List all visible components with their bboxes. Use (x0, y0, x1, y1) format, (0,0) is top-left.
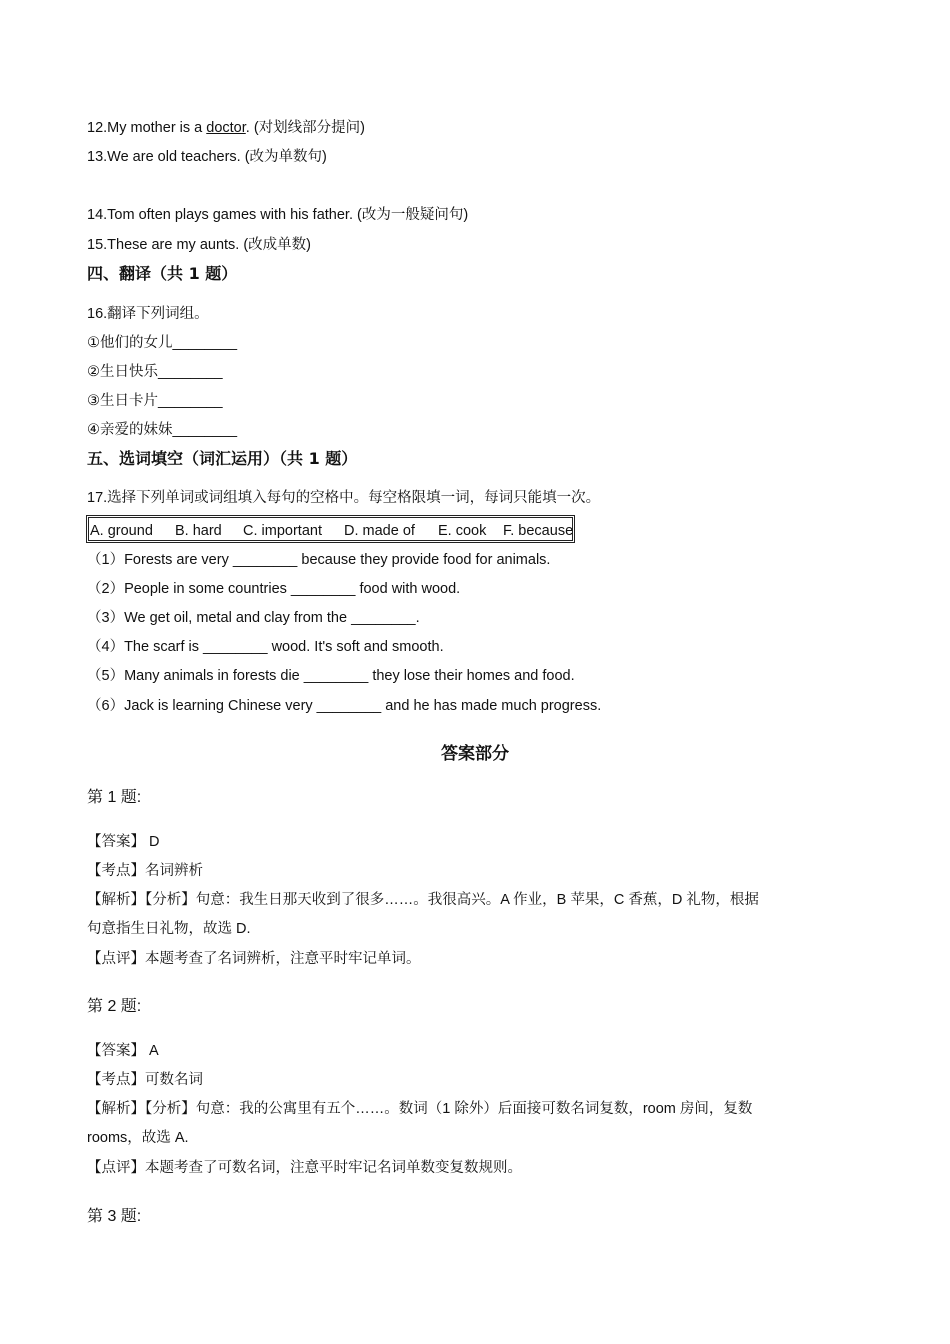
word-option: E. cook (438, 523, 487, 539)
answer-2-analysis: 【解析】【分析】句意：我的公寓里有五个……。数词（1 除外）后面接可数名词复数，room 房间，复数 (87, 1101, 753, 1117)
answer-2-comment: 【点评】本题考查了可数名词，注意平时牢记名词单数变复数规则。 (87, 1160, 522, 1176)
fill-sentence: （6）Jack is learning Chinese very ________ and he has made much progress. (87, 698, 602, 714)
translate-item: ③生日卡片________ (87, 393, 223, 409)
question-15: 15.These are my aunts. (改成单数) (87, 237, 312, 253)
answer-3-heading: 第 3 题: (87, 1208, 142, 1225)
answers-title: 答案部分 (441, 744, 509, 764)
answer-1-point: 【考点】名词辨析 (87, 863, 203, 879)
word-options-box (86, 515, 575, 543)
fill-sentence: （4）The scarf is ________ wood. It's soft and smooth. (87, 639, 444, 655)
fill-sentence: （1）Forests are very ________ because they provide food for animals. (87, 552, 551, 568)
fill-sentence: （2）People in some countries ________ food with wood. (87, 581, 461, 597)
word-option: B. hard (175, 523, 222, 539)
q12-underlined-word: doctor (206, 120, 246, 136)
answer-2-point: 【考点】可数名词 (87, 1072, 203, 1088)
answer-1-analysis: 【解析】【分析】句意：我生日那天收到了很多……。我很高兴。A 作业，B 苹果，C 香蕉，D 礼物，根据 (87, 892, 759, 908)
q12-text-post: . (对划线部分提问) (245, 120, 365, 136)
word-option: C. important (243, 523, 322, 539)
q12-text-pre: 12.My mother is a (87, 120, 207, 136)
answer-1-heading: 第 1 题: (87, 789, 142, 806)
fill-sentence: （3）We get oil, metal and clay from the ________. (87, 610, 420, 626)
answer-2-analysis-cont: rooms，故选 A. (87, 1130, 189, 1146)
question-12 (87, 118, 365, 138)
word-option: D. made of (344, 523, 415, 539)
answer-2-answer: 【答案】 A (87, 1043, 159, 1059)
translate-item: ①他们的女儿________ (87, 335, 238, 351)
question-16: 16.翻译下列词组。 (87, 306, 209, 322)
word-option: A. ground (90, 523, 153, 539)
section-5-title: 五、选词填空（词汇运用）（共 1 题） (87, 449, 358, 468)
translate-item: ②生日快乐________ (87, 364, 223, 380)
question-14: 14.Tom often plays games with his father. (改为一般疑问句) (87, 207, 469, 223)
answer-1-comment: 【点评】本题考查了名词辨析，注意平时牢记单词。 (87, 951, 421, 967)
word-option: F. because (503, 523, 574, 539)
answer-1-analysis-cont: 句意指生日礼物，故选 D. (87, 921, 251, 937)
answer-1-answer: 【答案】 D (87, 834, 160, 850)
question-13: 13.We are old teachers. (改为单数句) (87, 149, 327, 165)
answer-2-heading: 第 2 题: (87, 998, 142, 1015)
translate-item: ④亲爱的妹妹________ (87, 422, 238, 438)
section-4-title: 四、翻译（共 1 题） (87, 264, 238, 283)
question-17: 17.选择下列单词或词组填入每句的空格中。每空格限填一词，每词只能填一次。 (87, 490, 601, 506)
fill-sentence: （5）Many animals in forests die ________ they lose their homes and food. (87, 668, 575, 684)
